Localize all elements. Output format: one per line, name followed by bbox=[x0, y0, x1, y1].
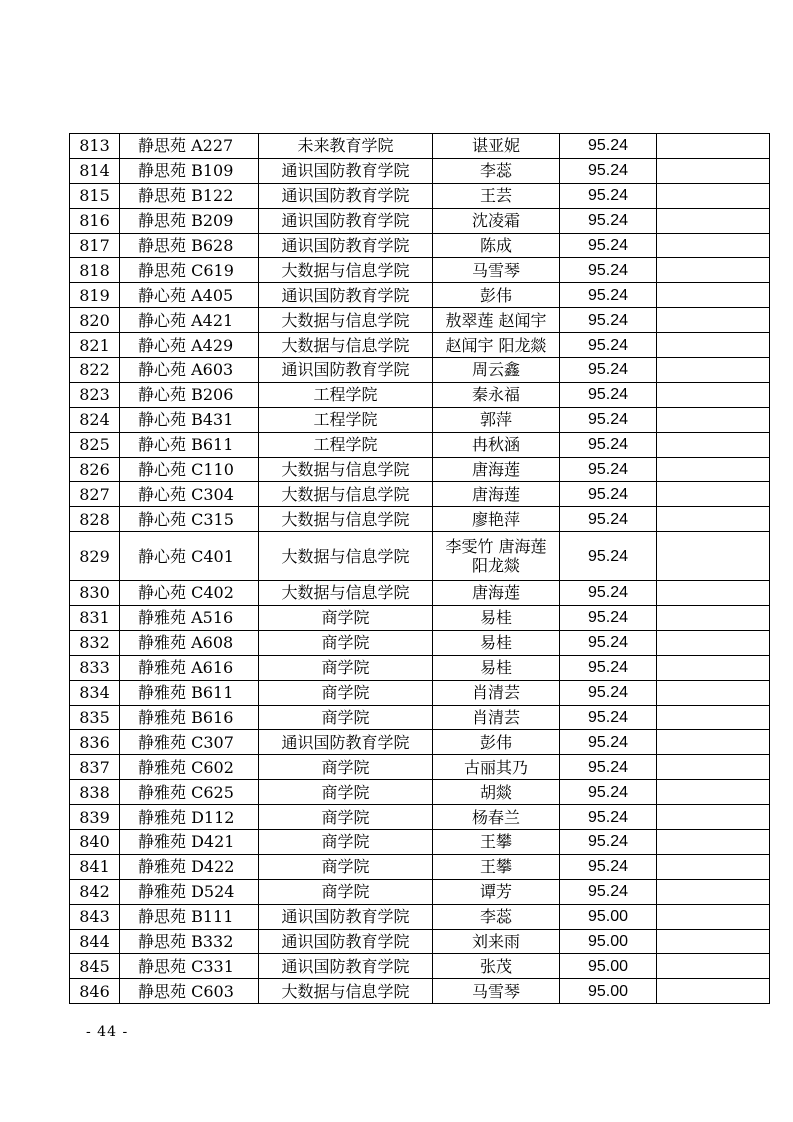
score-cell: 95.24 bbox=[560, 208, 657, 233]
table-row bbox=[70, 532, 770, 581]
row-number-cell: 841 bbox=[70, 854, 120, 879]
remark-cell bbox=[657, 929, 770, 954]
table-row bbox=[70, 904, 770, 929]
score-cell: 95.00 bbox=[560, 954, 657, 979]
remark-cell bbox=[657, 358, 770, 383]
score-cell: 95.24 bbox=[560, 183, 657, 208]
table-row bbox=[70, 308, 770, 333]
remark-cell bbox=[657, 283, 770, 308]
college-cell: 商学院 bbox=[259, 854, 433, 879]
student-name-cell: 秦永福 bbox=[433, 382, 560, 407]
dorm-room-cell: 静雅苑 C307 bbox=[120, 730, 259, 755]
dorm-room-cell: 静思苑 B628 bbox=[120, 233, 259, 258]
remark-cell bbox=[657, 258, 770, 283]
student-name-cell: 彭伟 bbox=[433, 283, 560, 308]
row-number-cell: 843 bbox=[70, 904, 120, 929]
college-cell: 商学院 bbox=[259, 805, 433, 830]
remark-cell bbox=[657, 630, 770, 655]
table-row bbox=[70, 954, 770, 979]
student-name-cell: 李蕊 bbox=[433, 904, 560, 929]
table-row bbox=[70, 158, 770, 183]
remark-cell bbox=[657, 605, 770, 630]
student-name-cell: 杨春兰 bbox=[433, 805, 560, 830]
score-cell: 95.24 bbox=[560, 630, 657, 655]
college-cell: 通识国防教育学院 bbox=[259, 283, 433, 308]
student-name-line: 阳龙燚 bbox=[471, 556, 520, 576]
table-row bbox=[70, 829, 770, 854]
dorm-room-cell: 静心苑 A405 bbox=[120, 283, 259, 308]
college-cell: 大数据与信息学院 bbox=[259, 507, 433, 532]
score-cell: 95.24 bbox=[560, 755, 657, 780]
row-number-cell: 827 bbox=[70, 482, 120, 507]
dorm-room-cell: 静思苑 C331 bbox=[120, 954, 259, 979]
remark-cell bbox=[657, 904, 770, 929]
table-row bbox=[70, 258, 770, 283]
remark-cell bbox=[657, 730, 770, 755]
row-number-cell: 835 bbox=[70, 705, 120, 730]
dorm-room-cell: 静思苑 C619 bbox=[120, 258, 259, 283]
student-name-cell: 冉秋涵 bbox=[433, 432, 560, 457]
row-number-cell: 824 bbox=[70, 407, 120, 432]
dorm-room-cell: 静雅苑 D422 bbox=[120, 854, 259, 879]
remark-cell bbox=[657, 507, 770, 532]
dorm-room-cell: 静雅苑 D112 bbox=[120, 805, 259, 830]
college-cell: 大数据与信息学院 bbox=[259, 457, 433, 482]
college-cell: 通识国防教育学院 bbox=[259, 158, 433, 183]
score-cell: 95.24 bbox=[560, 407, 657, 432]
score-cell: 95.24 bbox=[560, 829, 657, 854]
table-row bbox=[70, 879, 770, 904]
student-name-cell: 古丽其乃 bbox=[433, 755, 560, 780]
score-cell: 95.24 bbox=[560, 134, 657, 159]
dorm-room-cell: 静心苑 A603 bbox=[120, 358, 259, 383]
row-number-cell: 821 bbox=[70, 333, 120, 358]
dorm-room-cell: 静心苑 C110 bbox=[120, 457, 259, 482]
student-name-cell bbox=[433, 532, 560, 581]
college-cell: 商学院 bbox=[259, 655, 433, 680]
score-cell: 95.24 bbox=[560, 532, 657, 581]
row-number-cell: 839 bbox=[70, 805, 120, 830]
row-number-cell: 826 bbox=[70, 457, 120, 482]
college-cell: 通识国防教育学院 bbox=[259, 208, 433, 233]
table-row bbox=[70, 407, 770, 432]
score-cell: 95.00 bbox=[560, 904, 657, 929]
college-cell: 商学院 bbox=[259, 780, 433, 805]
row-number-cell: 813 bbox=[70, 134, 120, 159]
table-row bbox=[70, 233, 770, 258]
score-cell: 95.24 bbox=[560, 655, 657, 680]
table-row bbox=[70, 482, 770, 507]
dorm-room-cell: 静心苑 B206 bbox=[120, 382, 259, 407]
table-row bbox=[70, 333, 770, 358]
score-cell: 95.24 bbox=[560, 507, 657, 532]
row-number-cell: 837 bbox=[70, 755, 120, 780]
row-number-cell: 825 bbox=[70, 432, 120, 457]
score-cell: 95.24 bbox=[560, 333, 657, 358]
table-row bbox=[70, 979, 770, 1004]
score-cell: 95.24 bbox=[560, 730, 657, 755]
row-number-cell: 816 bbox=[70, 208, 120, 233]
remark-cell bbox=[657, 208, 770, 233]
student-name-cell: 易桂 bbox=[433, 605, 560, 630]
score-cell: 95.24 bbox=[560, 879, 657, 904]
score-cell: 95.24 bbox=[560, 432, 657, 457]
college-cell: 工程学院 bbox=[259, 382, 433, 407]
remark-cell bbox=[657, 829, 770, 854]
remark-cell bbox=[657, 780, 770, 805]
dorm-room-cell: 静雅苑 C625 bbox=[120, 780, 259, 805]
college-cell: 商学院 bbox=[259, 705, 433, 730]
remark-cell bbox=[657, 979, 770, 1004]
college-cell: 大数据与信息学院 bbox=[259, 532, 433, 581]
student-name-cell: 郭萍 bbox=[433, 407, 560, 432]
college-cell: 商学院 bbox=[259, 829, 433, 854]
college-cell: 通识国防教育学院 bbox=[259, 358, 433, 383]
student-name-cell: 李蕊 bbox=[433, 158, 560, 183]
table-row bbox=[70, 680, 770, 705]
row-number-cell: 820 bbox=[70, 308, 120, 333]
table-row bbox=[70, 432, 770, 457]
score-cell: 95.24 bbox=[560, 780, 657, 805]
score-cell: 95.24 bbox=[560, 233, 657, 258]
dorm-room-cell: 静雅苑 A616 bbox=[120, 655, 259, 680]
remark-cell bbox=[657, 134, 770, 159]
dorm-room-cell: 静雅苑 B611 bbox=[120, 680, 259, 705]
row-number-cell: 846 bbox=[70, 979, 120, 1004]
row-number-cell: 823 bbox=[70, 382, 120, 407]
student-name-cell: 易桂 bbox=[433, 630, 560, 655]
dorm-room-cell: 静心苑 C402 bbox=[120, 581, 259, 606]
remark-cell bbox=[657, 680, 770, 705]
row-number-cell: 842 bbox=[70, 879, 120, 904]
college-cell: 大数据与信息学院 bbox=[259, 581, 433, 606]
student-name-cell: 周云鑫 bbox=[433, 358, 560, 383]
score-cell: 95.24 bbox=[560, 258, 657, 283]
table-row bbox=[70, 382, 770, 407]
score-cell: 95.24 bbox=[560, 581, 657, 606]
page-number: - 44 - bbox=[86, 1024, 129, 1040]
remark-cell bbox=[657, 805, 770, 830]
dorm-room-cell: 静雅苑 A608 bbox=[120, 630, 259, 655]
remark-cell bbox=[657, 581, 770, 606]
table-row bbox=[70, 457, 770, 482]
row-number-cell: 844 bbox=[70, 929, 120, 954]
college-cell: 大数据与信息学院 bbox=[259, 308, 433, 333]
college-cell: 通识国防教育学院 bbox=[259, 183, 433, 208]
table-row bbox=[70, 358, 770, 383]
student-name-line: 李雯竹 唐海莲 bbox=[445, 537, 547, 557]
row-number-cell: 817 bbox=[70, 233, 120, 258]
score-cell: 95.24 bbox=[560, 680, 657, 705]
student-name-cell: 王芸 bbox=[433, 183, 560, 208]
score-cell: 95.24 bbox=[560, 358, 657, 383]
remark-cell bbox=[657, 954, 770, 979]
score-cell: 95.24 bbox=[560, 283, 657, 308]
score-cell: 95.00 bbox=[560, 929, 657, 954]
remark-cell bbox=[657, 233, 770, 258]
student-name-cell: 马雪琴 bbox=[433, 979, 560, 1004]
row-number-cell: 822 bbox=[70, 358, 120, 383]
table-row bbox=[70, 805, 770, 830]
student-name-cell: 胡燚 bbox=[433, 780, 560, 805]
student-name-cell: 谭芳 bbox=[433, 879, 560, 904]
dorm-room-cell: 静思苑 B332 bbox=[120, 929, 259, 954]
score-cell: 95.24 bbox=[560, 457, 657, 482]
dorm-room-cell: 静雅苑 D421 bbox=[120, 829, 259, 854]
dorm-room-cell: 静雅苑 C602 bbox=[120, 755, 259, 780]
row-number-cell: 834 bbox=[70, 680, 120, 705]
remark-cell bbox=[657, 158, 770, 183]
dormitory-score-table bbox=[69, 133, 770, 1004]
remark-cell bbox=[657, 854, 770, 879]
dorm-room-cell: 静心苑 B431 bbox=[120, 407, 259, 432]
dorm-room-cell: 静心苑 C401 bbox=[120, 532, 259, 581]
dorm-room-cell: 静雅苑 A516 bbox=[120, 605, 259, 630]
student-name-cell: 陈成 bbox=[433, 233, 560, 258]
college-cell: 商学院 bbox=[259, 755, 433, 780]
college-cell: 通识国防教育学院 bbox=[259, 730, 433, 755]
table-row bbox=[70, 929, 770, 954]
college-cell: 通识国防教育学院 bbox=[259, 929, 433, 954]
row-number-cell: 828 bbox=[70, 507, 120, 532]
table-row bbox=[70, 507, 770, 532]
college-cell: 大数据与信息学院 bbox=[259, 258, 433, 283]
dorm-room-cell: 静心苑 A429 bbox=[120, 333, 259, 358]
table-row bbox=[70, 630, 770, 655]
remark-cell bbox=[657, 457, 770, 482]
remark-cell bbox=[657, 755, 770, 780]
row-number-cell: 830 bbox=[70, 581, 120, 606]
dorm-room-cell: 静思苑 B111 bbox=[120, 904, 259, 929]
dorm-room-cell: 静心苑 B611 bbox=[120, 432, 259, 457]
dorm-room-cell: 静雅苑 D524 bbox=[120, 879, 259, 904]
college-cell: 通识国防教育学院 bbox=[259, 904, 433, 929]
row-number-cell: 831 bbox=[70, 605, 120, 630]
student-name-cell: 唐海莲 bbox=[433, 482, 560, 507]
remark-cell bbox=[657, 382, 770, 407]
dorm-room-cell: 静心苑 C315 bbox=[120, 507, 259, 532]
student-name-cell: 谌亚妮 bbox=[433, 134, 560, 159]
table-row bbox=[70, 134, 770, 159]
row-number-cell: 832 bbox=[70, 630, 120, 655]
score-cell: 95.24 bbox=[560, 605, 657, 630]
dorm-room-cell: 静思苑 A227 bbox=[120, 134, 259, 159]
college-cell: 工程学院 bbox=[259, 407, 433, 432]
row-number-cell: 819 bbox=[70, 283, 120, 308]
college-cell: 商学院 bbox=[259, 879, 433, 904]
table-row bbox=[70, 655, 770, 680]
score-cell: 95.24 bbox=[560, 482, 657, 507]
score-cell: 95.24 bbox=[560, 382, 657, 407]
student-name-cell: 刘来雨 bbox=[433, 929, 560, 954]
table-row bbox=[70, 755, 770, 780]
table-row bbox=[70, 581, 770, 606]
row-number-cell: 833 bbox=[70, 655, 120, 680]
student-name-cell: 敖翠莲 赵闻宇 bbox=[433, 308, 560, 333]
student-name-cell: 王攀 bbox=[433, 854, 560, 879]
student-name-cell: 易桂 bbox=[433, 655, 560, 680]
college-cell: 通识国防教育学院 bbox=[259, 954, 433, 979]
student-name-cell: 沈凌霜 bbox=[433, 208, 560, 233]
student-name-cell: 肖清芸 bbox=[433, 705, 560, 730]
dorm-room-cell: 静思苑 B122 bbox=[120, 183, 259, 208]
remark-cell bbox=[657, 407, 770, 432]
score-cell: 95.24 bbox=[560, 705, 657, 730]
dorm-room-cell: 静雅苑 B616 bbox=[120, 705, 259, 730]
student-name-cell: 唐海莲 bbox=[433, 581, 560, 606]
dorm-room-cell: 静思苑 C603 bbox=[120, 979, 259, 1004]
row-number-cell: 818 bbox=[70, 258, 120, 283]
score-cell: 95.24 bbox=[560, 854, 657, 879]
row-number-cell: 814 bbox=[70, 158, 120, 183]
remark-cell bbox=[657, 333, 770, 358]
student-name-cell: 唐海莲 bbox=[433, 457, 560, 482]
remark-cell bbox=[657, 183, 770, 208]
remark-cell bbox=[657, 879, 770, 904]
student-name-cell: 肖清芸 bbox=[433, 680, 560, 705]
college-cell: 大数据与信息学院 bbox=[259, 482, 433, 507]
table-row bbox=[70, 283, 770, 308]
college-cell: 通识国防教育学院 bbox=[259, 233, 433, 258]
row-number-cell: 836 bbox=[70, 730, 120, 755]
remark-cell bbox=[657, 655, 770, 680]
college-cell: 大数据与信息学院 bbox=[259, 333, 433, 358]
remark-cell bbox=[657, 532, 770, 581]
dorm-room-cell: 静心苑 A421 bbox=[120, 308, 259, 333]
remark-cell bbox=[657, 705, 770, 730]
score-cell: 95.24 bbox=[560, 308, 657, 333]
student-name-cell: 张茂 bbox=[433, 954, 560, 979]
student-name-cell: 马雪琴 bbox=[433, 258, 560, 283]
table-row bbox=[70, 730, 770, 755]
row-number-cell: 829 bbox=[70, 532, 120, 581]
college-cell: 大数据与信息学院 bbox=[259, 979, 433, 1004]
dorm-room-cell: 静思苑 B209 bbox=[120, 208, 259, 233]
dorm-room-cell: 静思苑 B109 bbox=[120, 158, 259, 183]
table-row bbox=[70, 183, 770, 208]
remark-cell bbox=[657, 482, 770, 507]
row-number-cell: 845 bbox=[70, 954, 120, 979]
college-cell: 商学院 bbox=[259, 680, 433, 705]
college-cell: 工程学院 bbox=[259, 432, 433, 457]
table-row bbox=[70, 605, 770, 630]
score-cell: 95.24 bbox=[560, 805, 657, 830]
college-cell: 未来教育学院 bbox=[259, 134, 433, 159]
row-number-cell: 838 bbox=[70, 780, 120, 805]
table-row bbox=[70, 854, 770, 879]
student-name-cell: 廖艳萍 bbox=[433, 507, 560, 532]
table-row bbox=[70, 780, 770, 805]
remark-cell bbox=[657, 432, 770, 457]
row-number-cell: 815 bbox=[70, 183, 120, 208]
student-name-cell: 王攀 bbox=[433, 829, 560, 854]
college-cell: 商学院 bbox=[259, 605, 433, 630]
score-cell: 95.00 bbox=[560, 979, 657, 1004]
row-number-cell: 840 bbox=[70, 829, 120, 854]
remark-cell bbox=[657, 308, 770, 333]
student-name-cell: 赵闻宇 阳龙燚 bbox=[433, 333, 560, 358]
student-name-cell: 彭伟 bbox=[433, 730, 560, 755]
college-cell: 商学院 bbox=[259, 630, 433, 655]
score-cell: 95.24 bbox=[560, 158, 657, 183]
table-row bbox=[70, 705, 770, 730]
table-row bbox=[70, 208, 770, 233]
dorm-room-cell: 静心苑 C304 bbox=[120, 482, 259, 507]
